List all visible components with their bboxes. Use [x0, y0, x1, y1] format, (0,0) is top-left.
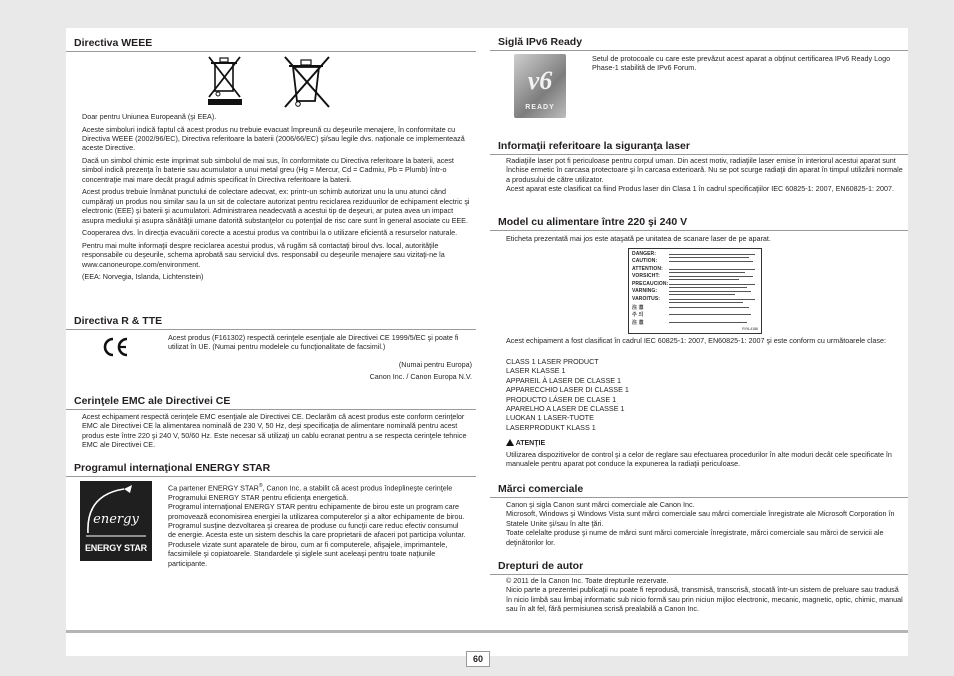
registered-mark: ®	[258, 483, 263, 489]
label-row: 주 의	[632, 312, 644, 318]
laser-class-item: LASER KLASSE 1	[506, 366, 566, 376]
label-row: VAROITUS:	[632, 296, 661, 302]
energy-star-p4: Produsele vizate sunt aparatele de birou, cum ar fi computerele, afişajele, imprimantele, facsimilele şi copiatoarele. Standardele şi siglele sunt aceleaşi pentru toate naţiunile participante.	[168, 539, 448, 568]
ipv6-text: Setul de protocoale cu care este prevăzut acest aparat a obţinut certificarea IPv6 Ready Logo Phase-1 stabilită de IPv6 Forum.	[592, 54, 891, 73]
trademarks-body	[506, 500, 904, 547]
label-row: PRECAUCION:	[632, 281, 669, 287]
energy-star-icon	[80, 481, 152, 543]
label-row: DANGER:	[632, 251, 657, 257]
label-row: VARNING:	[632, 288, 658, 294]
power-intro: Eticheta prezentată mai jos este ataşată pe unitatea de scanare laser de pe aparat.	[506, 234, 771, 243]
rtte-signature-2: Canon Inc. / Canon Europa N.V.	[369, 372, 472, 381]
weee-paragraph: Pentru mai multe informaţii despre reciclarea acestui produs, vă rugăm să contactaţi biroul dvs. local, autorităţile responsabile cu deşeurile, schema aprobată sau serviciul dvs. responsabil cu deşeurile menajere sau vizitaţi-ne la www.canoneurope.com/environment.	[82, 240, 445, 269]
label-row: CAUTION:	[632, 258, 658, 264]
rtte-signature-1: (Numai pentru Europa)	[398, 360, 472, 369]
trademarks-heading: Mărci comerciale	[490, 483, 908, 498]
laser-heading: Informaţii referitoare la siguranţa laser	[490, 140, 908, 155]
rtte-text: Acest produs (F161302) respectă cerinţele esenţiale ale Directivei CE 1999/5/EC şi poate fi utilizat în UE. (Numai pentru modelele cu funcţionalitate de facsimil.)	[168, 333, 459, 352]
manual-page	[66, 28, 908, 656]
warning-heading	[506, 439, 545, 447]
weee-paragraph: Cooperarea dvs. în direcţia evacuării corecte a acestui produs va contribui la o utilizare eficientă a resurselor naturale.	[82, 228, 458, 238]
energy-star-logo-text: ENERGY STAR	[85, 543, 147, 553]
laser-class-list	[506, 357, 806, 432]
laser-class-item: APPARECCHIO LASER DI CLASSE 1	[506, 385, 629, 395]
warning-text: Utilizarea dispozitivelor de control şi a celor de reglare sau efectuarea procedurilor în alte moduri decât cele specificate în manualele pentru aparat pot conduce la expunerea la radiaţii periculoase.	[506, 450, 892, 469]
weee-paragraph: Dacă un simbol chimic este imprimat sub simbolul de mai sus, în conformitate cu Directiva referitoare la baterii, acest simbol indică prezenţa în baterie sau acumulator a unui metal greu (Hg = Mercur, Cd = Cadmiu, Pb = Plumb) într-o concentraţie mai mare decât pragul admis specificat în Directiva referitoare la baterii.	[82, 156, 454, 184]
laser-p2: Acest aparat este clasificat ca fiind Produs laser din Clasa 1 în cadrul specificaţiilor IEC 60825-1: 2007, EN60825-1: 2007.	[506, 184, 894, 194]
label-row: 注 意	[632, 320, 644, 326]
power-heading: Model cu alimentare între 220 şi 240 V	[490, 216, 908, 231]
ipv6-heading: Siglă IPv6 Ready	[490, 36, 908, 51]
laser-class-item: CLASS 1 LASER PRODUCT	[506, 357, 599, 366]
laser-p1: Radiaţiile laser pot fi periculoase pentru corpul uman. Din acest motiv, radiaţiile laser emise în interiorul acestui aparat sunt închise ermetic în carcasa protectoare şi în carcasa exterioară. Nu se pot scurge radiaţii din aparat în timpul utilizării normale a produsului de către utilizator.	[506, 156, 903, 184]
warning-title: ATENŢIE	[515, 440, 546, 447]
crossed-bin-icon-large	[285, 57, 329, 107]
weee-bin-icons	[205, 53, 335, 109]
weee-paragraph: (EEA: Norvegia, Islanda, Lichtenstein)	[82, 272, 204, 282]
warning-triangle-icon	[506, 439, 514, 446]
energy-star-p1a: Ca partener ENERGY STAR	[168, 483, 259, 493]
energy-star-p1b: , Canon Inc. a stabilit că acest produs îndeplineşte cerinţele Programului ENERGY STAR pentru eficienţa energetică.	[168, 483, 453, 502]
laser-warning-label	[628, 248, 762, 334]
label-row: VORSICHT:	[632, 273, 660, 279]
laser-class-item: LASERPRODUKT KLASS 1	[506, 422, 596, 432]
label-row: ATTENTION:	[632, 266, 663, 272]
laser-body	[506, 156, 904, 194]
weee-paragraph: Acest produs trebuie înmânat punctului de colectare adecvat, ex: printr-un schimb autorizat unu la unu atunci când cumpăraţi un produs nou similar sau la un sit de colectare autorizat pentru reciclarea reziduurilor de echipament electric şi electronic (EEE) şi baterii şi acumulatori. Administrarea neadecvată a acestui tip de deşeuri, ar putea avea un impact asupra mediului şi asupra sănătăţii umane datorită substanţelor cu potenţial de risc care sunt în general asociate cu EEE.	[82, 187, 470, 225]
copyright-heading: Drepturi de autor	[490, 560, 908, 575]
energy-star-p2: Programul internaţional ENERGY STAR pentru echipamente de birou este un program care promovează economisirea energiei la utilizarea computerelor şi a altor echipamente de birou.	[168, 502, 465, 521]
ipv6-ready-logo	[514, 54, 566, 118]
energy-star-body	[168, 482, 468, 568]
power-classified: Acest echipament a fost clasificat în cadrul IEC 60825-1: 2007, EN60825-1: 2007 şi este conform cu următoarele clase:	[506, 336, 886, 345]
weee-heading: Directiva WEEE	[66, 37, 476, 52]
energy-star-logo	[80, 481, 152, 561]
rtte-heading: Directiva R & TTE	[66, 315, 476, 330]
crossed-bin-icon	[208, 57, 242, 105]
energy-star-p1	[168, 482, 468, 502]
ipv6-logo-text: READY	[525, 104, 555, 111]
emc-heading: Cerinţele EMC ale Directivei CE	[66, 395, 476, 410]
trademarks-p1: Canon şi sigla Canon sunt mărci comerciale ale Canon Inc.	[506, 500, 695, 509]
laser-class-item: PRODUCTO LÁSER DE CLASE 1	[506, 394, 617, 404]
energy-script: energy	[93, 512, 139, 527]
copyright-p1: © 2011 de la Canon Inc. Toate drepturile rezervate.	[506, 576, 669, 585]
emc-text: Acest echipament respectă cerinţele EMC esenţiale ale Directivei CE. Declarăm că acest produs este conform cerinţelor EMC ale Directivei CE la alimentarea nominală de 230 V, 50 Hz, deşi specificaţia de alimentare nominală pentru acest produs este între 220 şi 240 V, 50/60 Hz. Este necesar să utilizaţi un cablu ecranat pentru a se respecta cerinţele tehnice EMC ale Directivei CE.	[82, 412, 467, 450]
copyright-body	[506, 576, 904, 614]
label-row: 注 意	[632, 305, 644, 311]
label-code: RY6-4186	[742, 327, 758, 331]
weee-paragraph: Doar pentru Uniunea Europeană (şi EEA).	[82, 112, 217, 121]
trademarks-p3: Toate celelalte produse şi nume de mărci sunt mărci comerciale înregistrate, mărci comerciale sau mărci de servicii ale deţinătorilor lor.	[506, 528, 884, 547]
laser-class-item: LUOKAN 1 LASER-TUOTE	[506, 413, 594, 423]
ce-mark-icon	[100, 336, 130, 358]
page-number: 60	[466, 651, 490, 667]
energy-star-heading: Programul internaţional ENERGY STAR	[66, 462, 476, 477]
trademarks-p2: Microsoft, Windows şi Windows Vista sunt mărci comerciale sau mărci comerciale înregistrate ale Microsoft Corporation în Statele Unite şi/sau în alte ţări.	[506, 509, 895, 528]
footer-bar	[66, 630, 908, 633]
weee-paragraph: Aceste simboluri indică faptul că acest produs nu trebuie evacuat împreună cu deşeurile menajere, în conformitate cu Directiva WEEE (2002/96/EC), Directiva referitoare la baterii (2006/66/EC) şi/sau legile dvs. naţionale ce implementează aceste Directive.	[82, 124, 465, 153]
laser-class-item: APPAREIL À LASER DE CLASSE 1	[506, 375, 622, 385]
laser-class-item: APARELHO A LASER DE CLASSE 1	[506, 404, 625, 414]
ipv6-logo-glyph: v6	[527, 66, 553, 95]
energy-star-p3: Programul susţine dezvoltarea şi crearea de produse cu funcţii care reduc efectiv consumul de energie. Acesta este un sistem deschis la care proprietarii de afaceri pot participa voluntar.	[168, 521, 466, 540]
weee-body	[82, 112, 472, 285]
copyright-p2: Nicio parte a prezentei publicaţii nu poate fi reprodusă, transmisă, transcrisă, stocată într-un sistem de preluare sau tradusă în nicio limbă sau limbaj informatic sub nicio formă sau prin niciun mijloc electronic, mecanic, magnetic, optic, chimic, manual sau în alt fel, fără permisiunea scrisă prealabilă a Canon Inc.	[506, 585, 903, 614]
